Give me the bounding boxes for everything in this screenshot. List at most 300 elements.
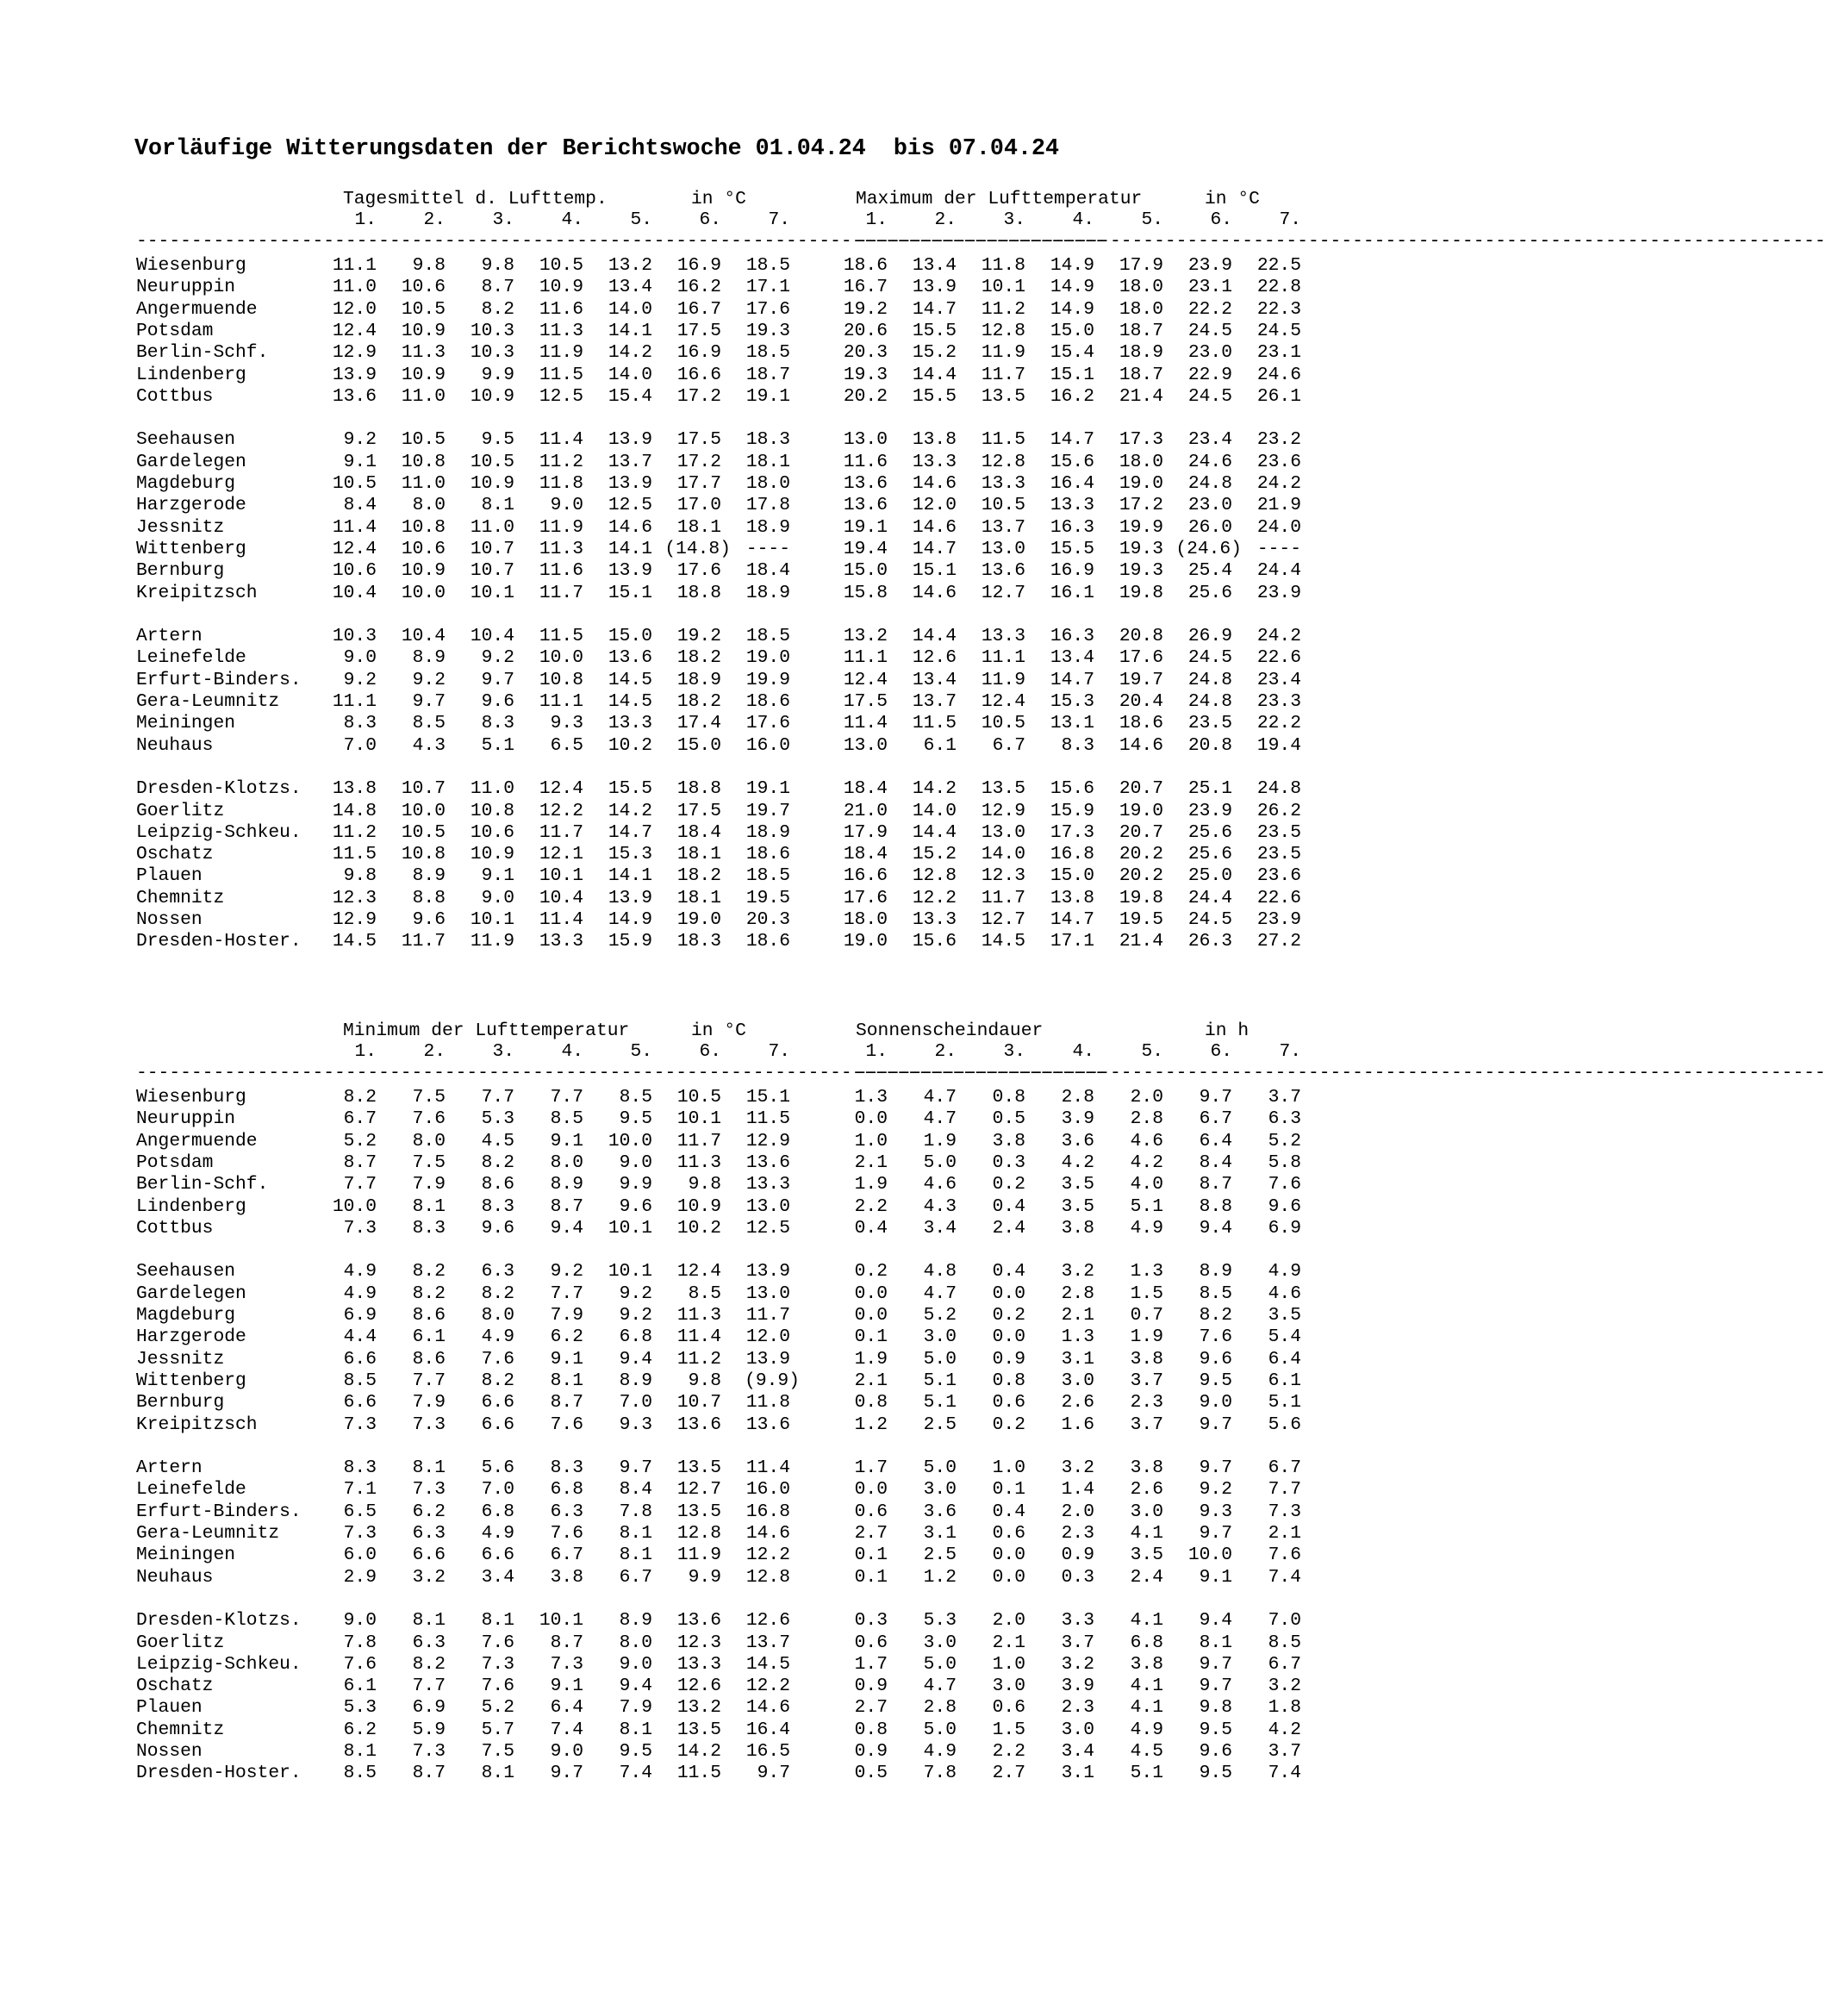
table-cell: 10.7 bbox=[470, 538, 514, 559]
table-cell: 8.1 bbox=[550, 1370, 583, 1391]
table-cell: 1.0 bbox=[854, 1130, 888, 1152]
table-cell: 0.4 bbox=[992, 1195, 1025, 1217]
station-name: Artern bbox=[136, 626, 203, 647]
table-cell: 14.8 bbox=[332, 800, 377, 821]
table-cell: 11.1 bbox=[843, 647, 888, 669]
table-cell: 12.6 bbox=[745, 1610, 790, 1632]
table-cell: 24.4 bbox=[1187, 887, 1232, 908]
table-cell: 6.6 bbox=[481, 1414, 514, 1435]
station-name: Jessnitz bbox=[136, 516, 225, 538]
table-cell: 14.0 bbox=[608, 364, 652, 385]
table-cell: 5.1 bbox=[1130, 1195, 1163, 1217]
table-cell: 12.2 bbox=[745, 1676, 790, 1697]
table-cell: 10.9 bbox=[539, 277, 583, 298]
table-cell: 11.0 bbox=[332, 277, 377, 298]
table-cell: 6.3 bbox=[550, 1501, 583, 1522]
day-header-left: 5. bbox=[630, 1041, 652, 1062]
table-cell: 8.5 bbox=[343, 1763, 377, 1784]
table-cell: 2.1 bbox=[854, 1152, 888, 1173]
table-cell: 11.8 bbox=[981, 255, 1025, 276]
table-cell: 4.0 bbox=[1130, 1174, 1163, 1195]
table-cell: 14.9 bbox=[1050, 277, 1094, 298]
table-cell: 3.4 bbox=[481, 1566, 514, 1588]
table-cell: 17.8 bbox=[745, 495, 790, 516]
table-cell: 12.9 bbox=[332, 909, 377, 930]
table-cell: 13.0 bbox=[745, 1195, 790, 1217]
table-cell: 13.4 bbox=[1050, 647, 1094, 669]
table-cell: 9.6 bbox=[481, 691, 514, 712]
table-cell: 8.6 bbox=[412, 1348, 446, 1370]
day-header-left: 6. bbox=[699, 209, 721, 230]
table-cell: 9.1 bbox=[481, 865, 514, 887]
section-header-right: Maximum der Lufttemperatur bbox=[856, 189, 1143, 209]
table-cell: 7.7 bbox=[412, 1676, 446, 1697]
table-cell: 15.5 bbox=[608, 778, 652, 800]
table-cell: 14.7 bbox=[1050, 429, 1094, 451]
day-header-left: 3. bbox=[492, 209, 514, 230]
table-cell: 9.7 bbox=[550, 1763, 583, 1784]
table-cell: 8.1 bbox=[619, 1545, 652, 1566]
table-cell: 6.4 bbox=[1268, 1348, 1301, 1370]
table-cell: 10.0 bbox=[401, 582, 446, 603]
table-cell: 15.6 bbox=[1050, 778, 1094, 800]
table-cell: 18.4 bbox=[843, 778, 888, 800]
station-name: Magdeburg bbox=[136, 1305, 236, 1326]
table-cell: 3.1 bbox=[923, 1523, 957, 1544]
table-cell: 3.5 bbox=[1130, 1545, 1163, 1566]
table-cell: 6.2 bbox=[550, 1326, 583, 1348]
table-cell: 1.9 bbox=[854, 1348, 888, 1370]
table-cell: 6.5 bbox=[550, 734, 583, 756]
table-cell: 7.4 bbox=[1268, 1763, 1301, 1784]
table-cell: 19.3 bbox=[1119, 560, 1163, 582]
table-cell: 19.9 bbox=[1119, 516, 1163, 538]
table-cell: 19.8 bbox=[1119, 887, 1163, 908]
table-cell: 14.2 bbox=[676, 1741, 721, 1762]
table-cell: 1.0 bbox=[992, 1457, 1025, 1479]
table-cell: 1.2 bbox=[923, 1566, 957, 1588]
table-cell: 9.4 bbox=[1199, 1610, 1232, 1632]
table-cell: 10.6 bbox=[332, 560, 377, 582]
table-cell: 4.7 bbox=[923, 1676, 957, 1697]
table-cell: 7.6 bbox=[343, 1653, 377, 1675]
table-cell: 5.3 bbox=[343, 1697, 377, 1719]
table-cell: 14.4 bbox=[912, 626, 957, 647]
table-cell: 6.1 bbox=[1268, 1370, 1301, 1391]
table-cell: 14.5 bbox=[981, 931, 1025, 952]
table-cell: 9.2 bbox=[412, 669, 446, 690]
table-cell: 7.9 bbox=[550, 1305, 583, 1326]
table-cell: 7.7 bbox=[343, 1174, 377, 1195]
table-cell: 12.4 bbox=[676, 1261, 721, 1283]
table-cell: 9.6 bbox=[1268, 1195, 1301, 1217]
table-cell: 4.5 bbox=[1130, 1741, 1163, 1762]
table-cell: 9.1 bbox=[1199, 1566, 1232, 1588]
table-cell: 9.2 bbox=[481, 647, 514, 669]
table-cell: 21.4 bbox=[1119, 385, 1163, 407]
table-cell: 18.2 bbox=[676, 865, 721, 887]
table-cell: 10.7 bbox=[676, 1392, 721, 1414]
table-cell: 14.6 bbox=[1119, 734, 1163, 756]
table-cell: 9.0 bbox=[343, 1610, 377, 1632]
table-cell: 14.0 bbox=[608, 298, 652, 320]
table-cell: 10.3 bbox=[332, 626, 377, 647]
table-cell: 10.1 bbox=[470, 909, 514, 930]
table-cell: 9.2 bbox=[619, 1305, 652, 1326]
table-cell: 18.4 bbox=[745, 560, 790, 582]
table-cell: 7.6 bbox=[481, 1632, 514, 1653]
table-cell: 17.4 bbox=[676, 713, 721, 734]
table-cell: 15.2 bbox=[912, 342, 957, 364]
table-cell: 6.7 bbox=[343, 1108, 377, 1130]
table-cell: 10.4 bbox=[470, 626, 514, 647]
table-cell: 18.9 bbox=[676, 669, 721, 690]
table-cell: 16.8 bbox=[1050, 844, 1094, 865]
table-cell: 12.8 bbox=[676, 1523, 721, 1544]
data-block-2 bbox=[0, 1020, 1826, 1882]
table-cell: 7.3 bbox=[412, 1414, 446, 1435]
table-cell: 4.9 bbox=[481, 1326, 514, 1348]
table-cell: 8.7 bbox=[550, 1392, 583, 1414]
table-cell: 9.3 bbox=[1199, 1501, 1232, 1522]
table-cell: 3.0 bbox=[1061, 1719, 1094, 1740]
table-cell: 9.0 bbox=[619, 1653, 652, 1675]
day-header-right: 2. bbox=[934, 209, 957, 230]
table-cell: 11.1 bbox=[332, 255, 377, 276]
station-name: Neuruppin bbox=[136, 1108, 236, 1130]
station-name: Erfurt-Binders. bbox=[136, 669, 302, 690]
table-cell: 13.6 bbox=[332, 385, 377, 407]
table-cell: 13.0 bbox=[843, 734, 888, 756]
station-name: Dresden-Klotzs. bbox=[136, 1610, 302, 1632]
station-name: Kreipitzsch bbox=[136, 582, 258, 603]
table-cell: 3.7 bbox=[1268, 1741, 1301, 1762]
table-cell: 23.6 bbox=[1256, 451, 1301, 472]
table-cell: 23.1 bbox=[1256, 342, 1301, 364]
table-cell: 3.4 bbox=[1061, 1741, 1094, 1762]
table-cell: 3.0 bbox=[992, 1676, 1025, 1697]
table-cell: 20.8 bbox=[1187, 734, 1232, 756]
table-cell: 15.2 bbox=[912, 844, 957, 865]
table-cell: 10.9 bbox=[470, 473, 514, 494]
table-cell: 26.9 bbox=[1187, 626, 1232, 647]
table-cell: 1.6 bbox=[1061, 1414, 1094, 1435]
station-name: Meiningen bbox=[136, 1545, 236, 1566]
table-cell: 3.2 bbox=[1061, 1261, 1094, 1283]
table-cell: 14.7 bbox=[1050, 909, 1094, 930]
table-cell: 3.2 bbox=[412, 1566, 446, 1588]
table-cell: 13.9 bbox=[332, 364, 377, 385]
table-cell: 13.0 bbox=[981, 821, 1025, 843]
table-cell: 1.7 bbox=[854, 1457, 888, 1479]
table-cell: 18.6 bbox=[843, 255, 888, 276]
station-name: Neuhaus bbox=[136, 1566, 214, 1588]
table-cell: 8.1 bbox=[412, 1195, 446, 1217]
table-cell: 8.0 bbox=[412, 1130, 446, 1152]
table-cell: 16.2 bbox=[1050, 385, 1094, 407]
table-cell: 9.9 bbox=[481, 364, 514, 385]
table-cell: 0.0 bbox=[992, 1283, 1025, 1304]
table-cell: 6.4 bbox=[1199, 1130, 1232, 1152]
table-cell: 7.7 bbox=[550, 1283, 583, 1304]
station-name: Nossen bbox=[136, 1741, 203, 1762]
table-cell: 13.7 bbox=[608, 451, 652, 472]
table-cell: 18.7 bbox=[745, 364, 790, 385]
table-cell: 9.7 bbox=[1199, 1457, 1232, 1479]
day-header-right: 5. bbox=[1141, 209, 1163, 230]
table-cell: 8.6 bbox=[481, 1174, 514, 1195]
table-cell: 8.8 bbox=[1199, 1195, 1232, 1217]
station-name: Leipzig-Schkeu. bbox=[136, 1653, 302, 1675]
table-cell: 19.1 bbox=[745, 385, 790, 407]
table-cell: 11.4 bbox=[539, 909, 583, 930]
table-cell: 0.5 bbox=[992, 1108, 1025, 1130]
table-cell: 12.9 bbox=[332, 342, 377, 364]
table-cell: 9.0 bbox=[619, 1152, 652, 1173]
table-cell: 7.4 bbox=[550, 1719, 583, 1740]
table-cell: 17.2 bbox=[676, 385, 721, 407]
station-name: Oschatz bbox=[136, 1676, 214, 1697]
table-cell: 9.6 bbox=[412, 909, 446, 930]
table-cell: 4.6 bbox=[923, 1174, 957, 1195]
table-cell: 10.2 bbox=[608, 734, 652, 756]
table-cell: 5.1 bbox=[481, 734, 514, 756]
table-cell: 13.8 bbox=[1050, 887, 1094, 908]
table-cell: 10.1 bbox=[470, 582, 514, 603]
table-cell: 4.9 bbox=[1130, 1217, 1163, 1239]
table-cell: 9.8 bbox=[412, 255, 446, 276]
table-cell: 8.1 bbox=[619, 1523, 652, 1544]
table-cell: 0.0 bbox=[854, 1479, 888, 1501]
table-cell: 7.0 bbox=[1268, 1610, 1301, 1632]
table-cell: 9.1 bbox=[550, 1348, 583, 1370]
table-cell: 3.0 bbox=[923, 1479, 957, 1501]
table-cell: 16.6 bbox=[843, 865, 888, 887]
table-cell: 14.6 bbox=[912, 582, 957, 603]
table-cell: 18.1 bbox=[745, 451, 790, 472]
table-cell: 12.4 bbox=[332, 320, 377, 341]
table-cell: 7.3 bbox=[412, 1741, 446, 1762]
table-cell: 9.8 bbox=[688, 1174, 721, 1195]
table-cell: 7.4 bbox=[619, 1763, 652, 1784]
table-cell: 6.9 bbox=[1268, 1217, 1301, 1239]
table-cell: 14.2 bbox=[608, 342, 652, 364]
table-cell: 21.9 bbox=[1256, 495, 1301, 516]
table-cell: 3.8 bbox=[1061, 1217, 1094, 1239]
table-cell: 0.2 bbox=[992, 1305, 1025, 1326]
table-cell: 8.1 bbox=[481, 495, 514, 516]
table-cell: 1.0 bbox=[992, 1653, 1025, 1675]
table-cell: 6.6 bbox=[481, 1392, 514, 1414]
table-cell: 12.5 bbox=[745, 1217, 790, 1239]
table-cell: 12.7 bbox=[676, 1479, 721, 1501]
table-cell: 4.2 bbox=[1130, 1152, 1163, 1173]
table-cell: 22.6 bbox=[1256, 647, 1301, 669]
station-name: Neuruppin bbox=[136, 277, 236, 298]
table-cell: 8.2 bbox=[481, 1283, 514, 1304]
table-cell: 22.3 bbox=[1256, 298, 1301, 320]
station-name: Oschatz bbox=[136, 844, 214, 865]
table-cell: 5.3 bbox=[923, 1610, 957, 1632]
table-cell: 23.2 bbox=[1256, 429, 1301, 451]
table-cell: 15.1 bbox=[745, 1087, 790, 1108]
table-cell: 4.1 bbox=[1130, 1523, 1163, 1544]
table-cell: 8.7 bbox=[343, 1152, 377, 1173]
table-cell: 13.5 bbox=[676, 1457, 721, 1479]
table-cell: 5.6 bbox=[1268, 1414, 1301, 1435]
table-cell: 10.0 bbox=[608, 1130, 652, 1152]
table-cell: 15.9 bbox=[1050, 800, 1094, 821]
table-cell: 19.1 bbox=[843, 516, 888, 538]
table-cell: 9.8 bbox=[343, 865, 377, 887]
table-cell: 23.1 bbox=[1187, 277, 1232, 298]
table-cell: 18.8 bbox=[676, 778, 721, 800]
table-cell: 3.8 bbox=[1130, 1457, 1163, 1479]
table-cell: 17.2 bbox=[676, 451, 721, 472]
table-cell: 3.2 bbox=[1061, 1457, 1094, 1479]
table-cell: 18.4 bbox=[843, 844, 888, 865]
table-cell: 6.2 bbox=[412, 1501, 446, 1522]
table-cell: 14.5 bbox=[332, 931, 377, 952]
table-cell: 11.1 bbox=[539, 691, 583, 712]
table-cell: 7.0 bbox=[619, 1392, 652, 1414]
table-cell: 7.6 bbox=[481, 1676, 514, 1697]
table-cell: 25.6 bbox=[1187, 821, 1232, 843]
table-cell: 18.4 bbox=[676, 821, 721, 843]
table-cell: 5.3 bbox=[481, 1108, 514, 1130]
table-cell: 16.9 bbox=[1050, 560, 1094, 582]
station-name: Meiningen bbox=[136, 713, 236, 734]
table-cell: 0.0 bbox=[854, 1108, 888, 1130]
table-cell: 10.2 bbox=[676, 1217, 721, 1239]
table-cell: 0.9 bbox=[854, 1676, 888, 1697]
table-cell: 13.9 bbox=[745, 1348, 790, 1370]
table-cell: 11.6 bbox=[539, 560, 583, 582]
day-header-right: 2. bbox=[934, 1041, 957, 1062]
table-cell: 9.4 bbox=[619, 1676, 652, 1697]
table-cell: 13.2 bbox=[676, 1697, 721, 1719]
table-cell: 17.5 bbox=[676, 320, 721, 341]
table-cell: 10.1 bbox=[539, 865, 583, 887]
separator-left: ---------------------------------------------------------------------------------------- bbox=[136, 231, 1106, 252]
table-cell: 3.0 bbox=[923, 1632, 957, 1653]
table-cell: 8.4 bbox=[343, 495, 377, 516]
table-cell: 10.5 bbox=[676, 1087, 721, 1108]
day-header-right: 1. bbox=[865, 209, 888, 230]
day-header-left: 6. bbox=[699, 1041, 721, 1062]
table-cell: 17.3 bbox=[1050, 821, 1094, 843]
table-cell: 17.3 bbox=[1119, 429, 1163, 451]
table-cell: 0.6 bbox=[992, 1392, 1025, 1414]
table-cell: 8.1 bbox=[412, 1457, 446, 1479]
table-cell: 8.3 bbox=[481, 713, 514, 734]
table-cell: 18.0 bbox=[1119, 277, 1163, 298]
table-cell: 13.4 bbox=[912, 255, 957, 276]
table-cell: 2.0 bbox=[1061, 1501, 1094, 1522]
table-cell: 25.0 bbox=[1187, 865, 1232, 887]
table-cell: 0.8 bbox=[854, 1719, 888, 1740]
table-cell: 6.6 bbox=[343, 1392, 377, 1414]
table-cell: 4.1 bbox=[1130, 1676, 1163, 1697]
table-cell: 13.0 bbox=[981, 538, 1025, 559]
table-cell: 17.5 bbox=[676, 800, 721, 821]
station-name: Plauen bbox=[136, 1697, 203, 1719]
table-cell: 23.4 bbox=[1187, 429, 1232, 451]
table-cell: 13.9 bbox=[608, 560, 652, 582]
table-cell: 9.8 bbox=[1199, 1697, 1232, 1719]
table-cell: 11.7 bbox=[676, 1130, 721, 1152]
table-cell: 14.5 bbox=[608, 691, 652, 712]
table-cell: 24.6 bbox=[1256, 364, 1301, 385]
table-cell: 3.9 bbox=[1061, 1108, 1094, 1130]
table-cell: 5.1 bbox=[1130, 1763, 1163, 1784]
table-cell: 5.2 bbox=[481, 1697, 514, 1719]
table-cell: 14.9 bbox=[608, 909, 652, 930]
station-name: Wittenberg bbox=[136, 1370, 246, 1391]
table-cell: 7.9 bbox=[412, 1174, 446, 1195]
table-cell: 9.7 bbox=[481, 669, 514, 690]
table-cell: 18.6 bbox=[745, 691, 790, 712]
table-cell: 11.9 bbox=[676, 1545, 721, 1566]
table-cell: 8.9 bbox=[619, 1370, 652, 1391]
table-cell: 2.3 bbox=[1061, 1697, 1094, 1719]
table-cell: 5.9 bbox=[412, 1719, 446, 1740]
table-cell: 23.0 bbox=[1187, 495, 1232, 516]
table-cell: 5.2 bbox=[1268, 1130, 1301, 1152]
table-cell: 23.9 bbox=[1256, 582, 1301, 603]
table-cell: 11.5 bbox=[539, 626, 583, 647]
table-cell: 16.2 bbox=[676, 277, 721, 298]
table-cell: 10.9 bbox=[470, 385, 514, 407]
table-cell: 0.2 bbox=[854, 1261, 888, 1283]
table-cell: 3.6 bbox=[923, 1501, 957, 1522]
station-name: Neuhaus bbox=[136, 734, 214, 756]
table-cell: 2.2 bbox=[854, 1195, 888, 1217]
table-cell: 5.4 bbox=[1268, 1326, 1301, 1348]
table-cell: 13.3 bbox=[912, 909, 957, 930]
table-cell: 12.9 bbox=[981, 800, 1025, 821]
table-cell: 8.3 bbox=[343, 1457, 377, 1479]
table-cell: 10.1 bbox=[981, 277, 1025, 298]
table-cell: 20.8 bbox=[1119, 626, 1163, 647]
table-cell: 9.1 bbox=[550, 1676, 583, 1697]
table-cell: 8.5 bbox=[550, 1108, 583, 1130]
table-cell: 18.0 bbox=[843, 909, 888, 930]
table-cell: 3.0 bbox=[1061, 1370, 1094, 1391]
table-cell: 13.7 bbox=[745, 1632, 790, 1653]
table-cell: 8.4 bbox=[619, 1479, 652, 1501]
table-cell: 8.5 bbox=[688, 1283, 721, 1304]
table-cell: 13.8 bbox=[332, 778, 377, 800]
table-cell: 13.8 bbox=[912, 429, 957, 451]
table-cell: 8.3 bbox=[1061, 734, 1094, 756]
table-cell: 13.9 bbox=[608, 429, 652, 451]
station-name: Jessnitz bbox=[136, 1348, 225, 1370]
table-cell: 12.6 bbox=[912, 647, 957, 669]
table-cell: 6.7 bbox=[1268, 1653, 1301, 1675]
table-cell: 6.5 bbox=[343, 1501, 377, 1522]
table-cell: 13.1 bbox=[1050, 713, 1094, 734]
table-cell: 16.8 bbox=[745, 1501, 790, 1522]
table-cell: 11.4 bbox=[843, 713, 888, 734]
table-cell: 10.1 bbox=[539, 1610, 583, 1632]
table-cell: 8.7 bbox=[481, 277, 514, 298]
table-cell: 12.8 bbox=[912, 865, 957, 887]
table-cell: 3.2 bbox=[1061, 1653, 1094, 1675]
table-cell: 14.6 bbox=[608, 516, 652, 538]
table-cell: 11.9 bbox=[981, 669, 1025, 690]
table-cell: 12.0 bbox=[745, 1326, 790, 1348]
